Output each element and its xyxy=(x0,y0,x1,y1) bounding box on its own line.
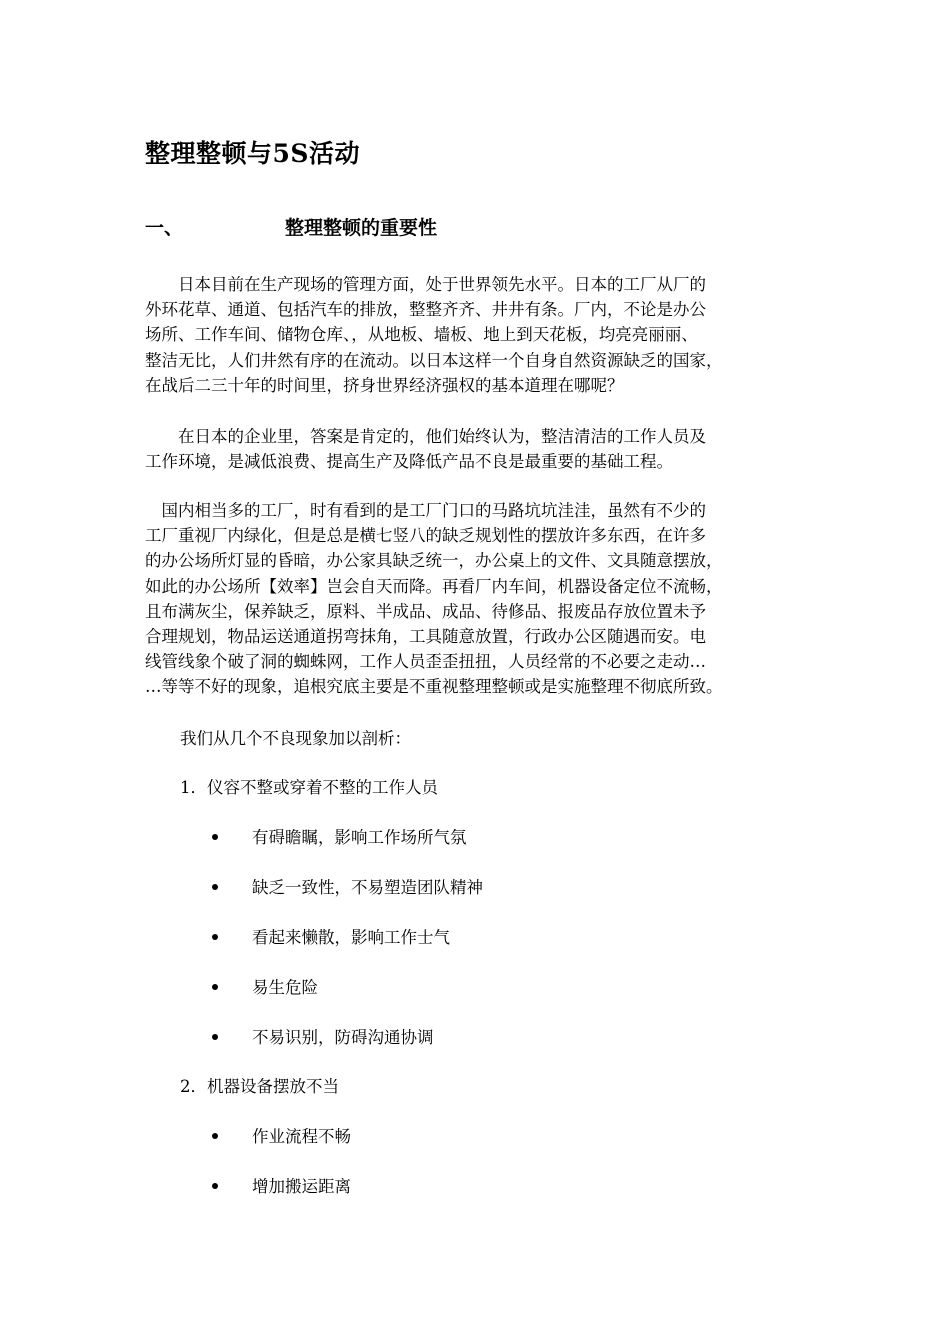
bullet-icon xyxy=(212,1034,218,1040)
paragraph-line: 的办公场所灯显的昏暗，办公家具缺乏统一，办公桌上的文件、文具随意摆放， xyxy=(145,551,723,571)
paragraph-line: 线管线象个破了洞的蜘蛛网，工作人员歪歪扭扭，人员经常的不必要之走动… xyxy=(145,652,706,672)
bullet-icon xyxy=(212,1183,218,1189)
paragraph-line: 日本目前在生产现场的管理方面，处于世界领先水平。日本的工厂从厂的 xyxy=(145,275,706,294)
list-item: 缺乏一致性，不易塑造团队精神 xyxy=(252,878,483,897)
paragraph-line: 整洁无比，人们井然有序的在流动。以日本这样一个自身自然资源缺乏的国家， xyxy=(145,350,723,370)
list-label-1: 1．仪容不整或穿着不整的工作人员 xyxy=(180,778,438,797)
list-item: 看起来懒散，影响工作士气 xyxy=(252,928,450,947)
paragraph-1 xyxy=(145,272,825,398)
paragraph-line: …等等不好的现象，追根究底主要是不重视整理整顿或是实施整理不彻底所致。 xyxy=(145,677,723,697)
bullet-icon xyxy=(212,834,218,840)
paragraph-3 xyxy=(145,498,825,700)
bullet-icon xyxy=(212,884,218,890)
bullet-icon xyxy=(212,934,218,940)
section-heading: 整理整顿的重要性 xyxy=(285,217,438,239)
document-title: 整理整顿与5S活动 xyxy=(145,139,360,168)
paragraph-line: 国内相当多的工厂，时有看到的是工厂门口的马路坑坑洼洼，虽然有不少的 xyxy=(145,501,706,520)
analysis-intro: 我们从几个不良现象加以剖析： xyxy=(180,729,411,748)
bullet-icon xyxy=(212,1133,218,1139)
list-item: 作业流程不畅 xyxy=(252,1127,351,1146)
list-item: 增加搬运距离 xyxy=(252,1177,351,1196)
list-item: 不易识别，防碍沟通协调 xyxy=(252,1028,434,1047)
paragraph-line: 工作环境，是减低浪费、提高生产及降低产品不良是最重要的基础工程。 xyxy=(145,452,673,472)
list-label-2: 2．机器设备摆放不当 xyxy=(180,1077,339,1096)
paragraph-line: 如此的办公场所【效率】岂会自天而降。再看厂内车间，机器设备定位不流畅， xyxy=(145,576,723,596)
paragraph-line: 工厂重视厂内绿化，但是总是横七竖八的缺乏规划性的摆放许多东西，在许多 xyxy=(145,526,706,546)
section-number: 一、 xyxy=(145,217,184,239)
paragraph-line: 在战后二三十年的时间里，挤身世界经济强权的基本道理在哪呢？ xyxy=(145,375,624,395)
paragraph-line: 在日本的企业里，答案是肯定的，他们始终认为，整洁清洁的工作人员及 xyxy=(145,427,706,446)
paragraph-2 xyxy=(145,424,825,474)
list-item: 有碍瞻瞩，影响工作场所气氛 xyxy=(252,828,467,847)
paragraph-line: 场所、工作车间、储物仓库、，从地板、墙板、地上到天花板，均亮亮丽丽、 xyxy=(145,325,698,345)
paragraph-line: 外环花草、通道、包括汽车的排放，整整齐齐、井井有条。厂内，不论是办公 xyxy=(145,300,706,320)
paragraph-line: 且布满灰尘，保养缺乏，原料、半成品、成品、待修品、报废品存放位置未予 xyxy=(145,601,706,621)
paragraph-line: 合理规划，物品运送通道拐弯抹角，工具随意放置，行政办公区随遇而安。电 xyxy=(145,627,706,647)
bullet-icon xyxy=(212,984,218,990)
list-item: 易生危险 xyxy=(252,978,318,997)
